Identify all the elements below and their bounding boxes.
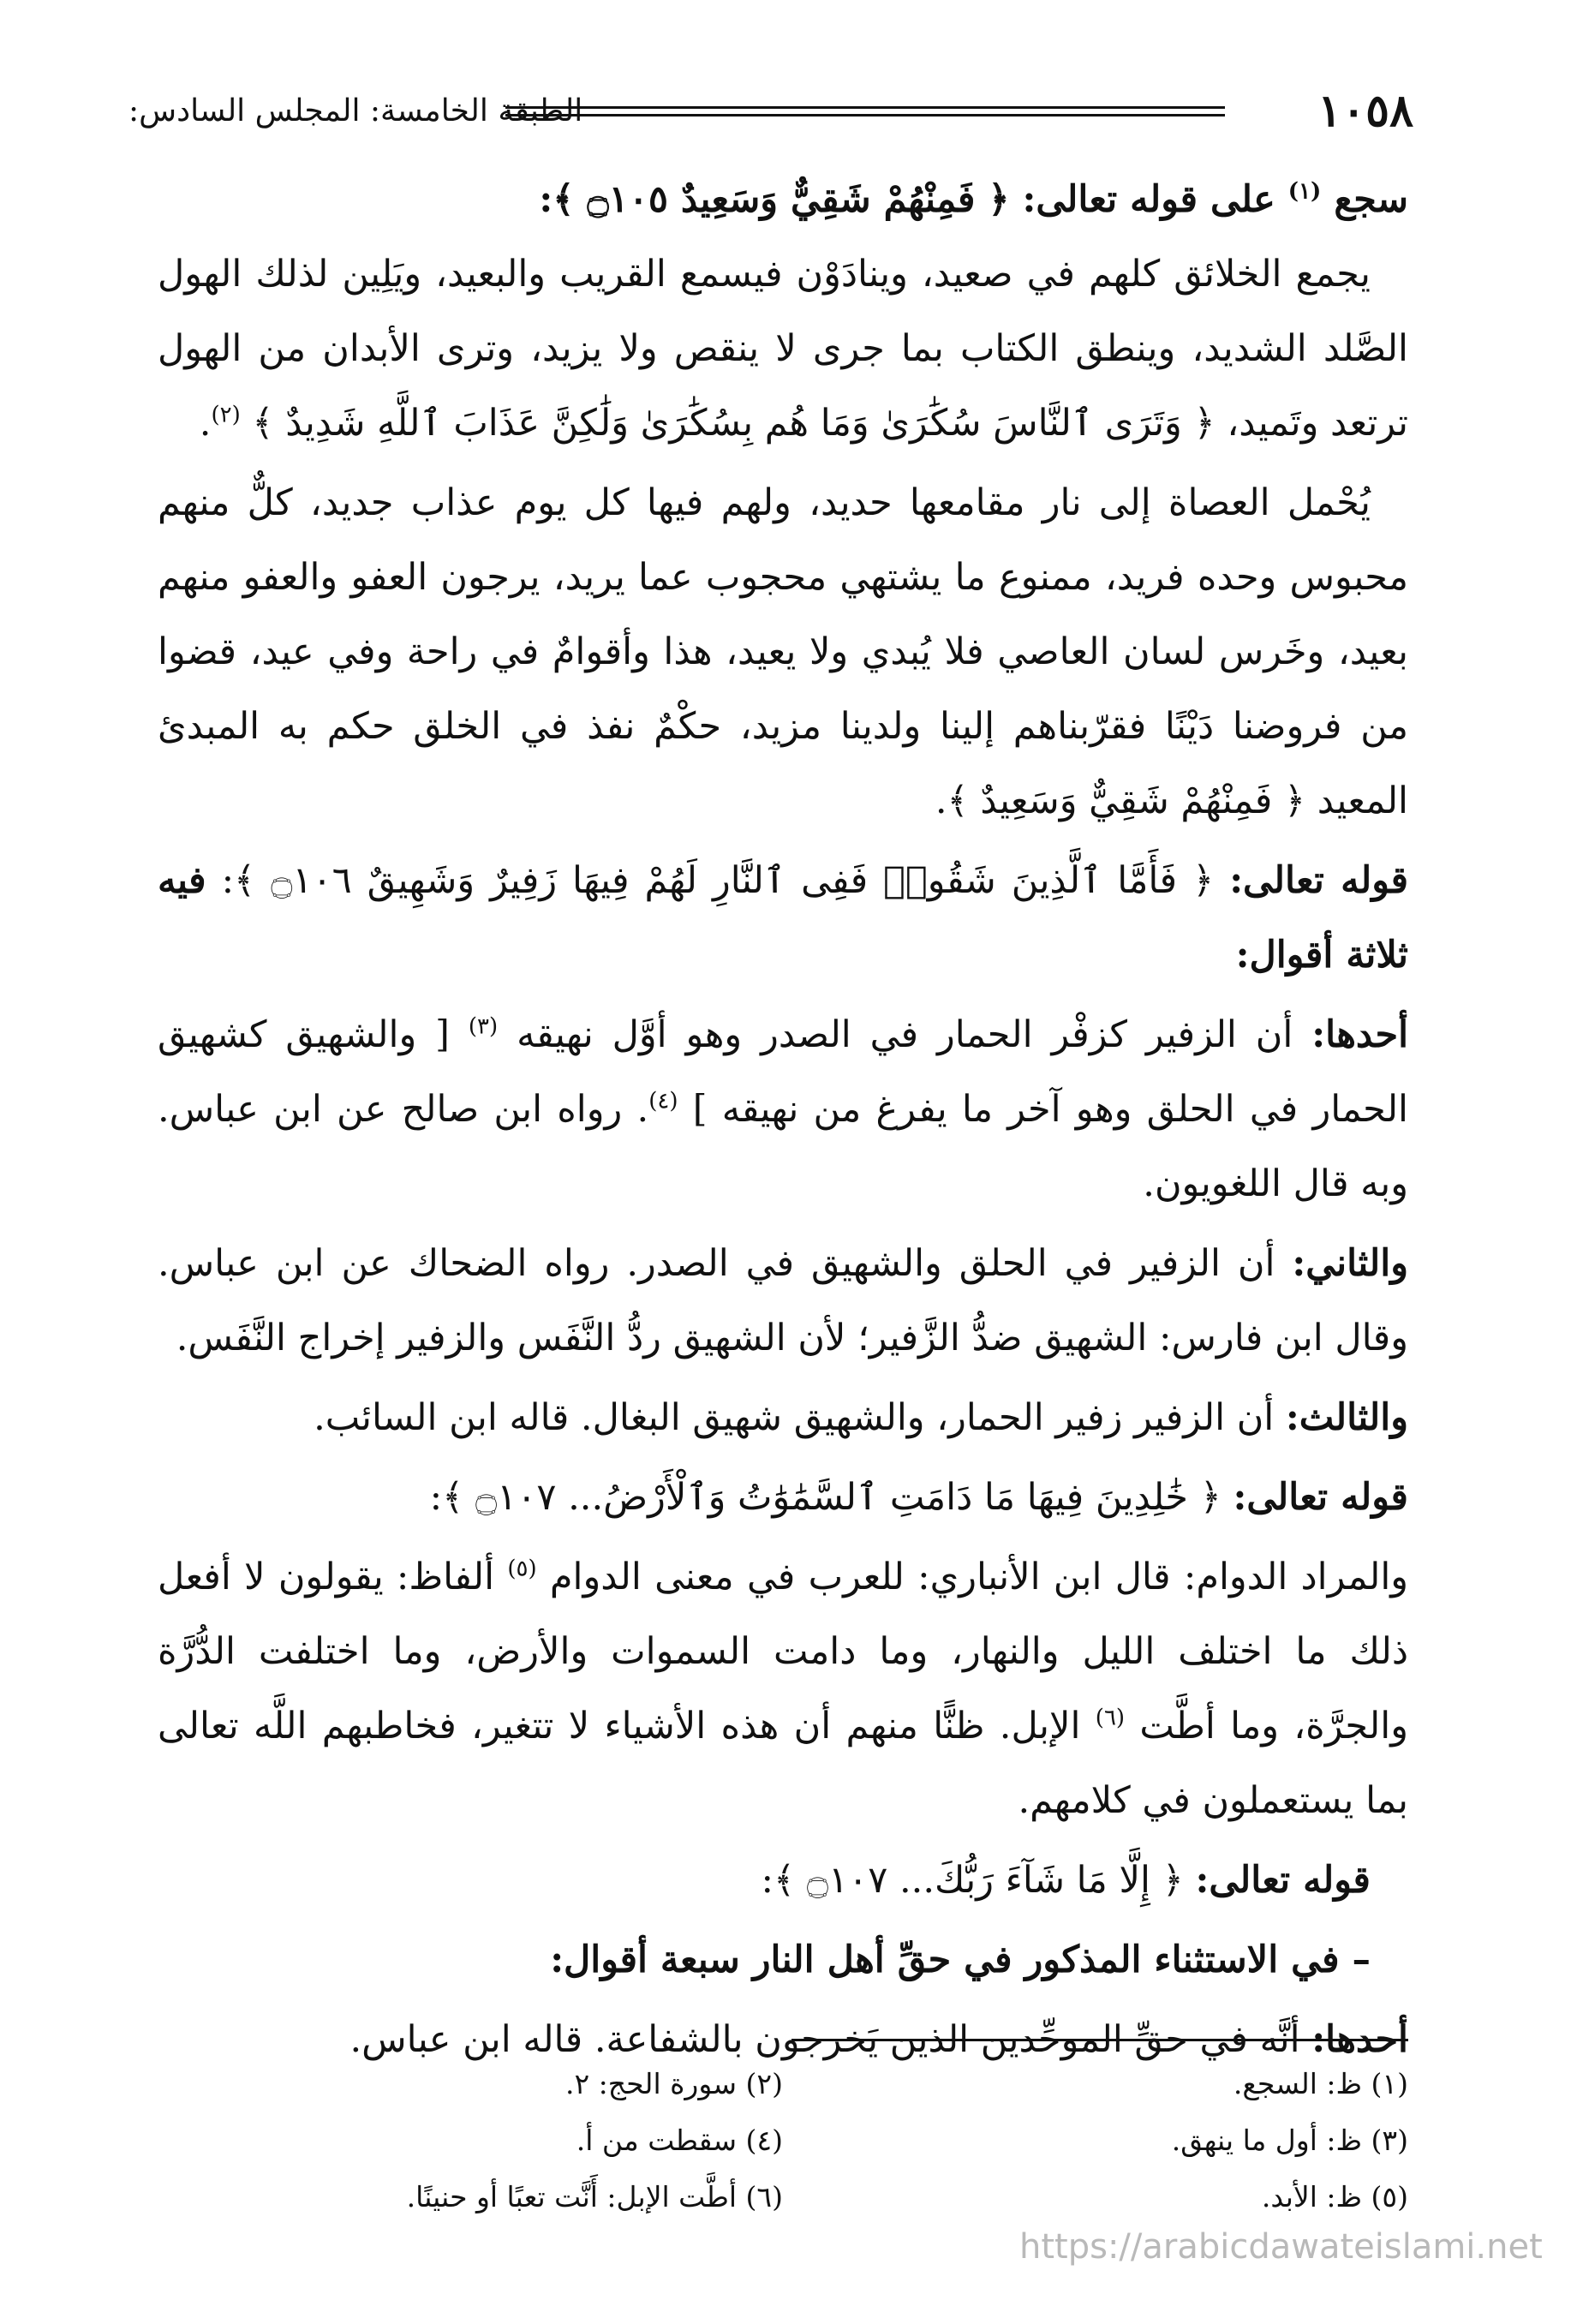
heading-prefix: سجع: [1334, 178, 1408, 221]
paragraph-text: أن الزفير في الحلق والشهيق في الصدر. رواه الضحاك عن ابن عباس. وقال ابن فارس: الشهيق ضدُّ الزَّفير؛ لأن الشهيق ردُّ النَّفَس والزفير إخراج النَّفَس.: [158, 1242, 1408, 1359]
verse-text: ﴿ فَأَمَّا ٱلَّذِينَ شَقُوا۟ فَفِى ٱلنَّارِ لَهُمْ فِيهَا زَفِيرٌ وَشَهِيقٌ ۝١٠٦ ﴾:: [221, 859, 1215, 902]
paragraph: [158, 1227, 1408, 1376]
verse-heading: [158, 1461, 1408, 1535]
footnote-ref: (٢): [211, 402, 241, 428]
footnote: (٣) ظ: أول ما ينهق.: [1171, 2124, 1408, 2157]
paragraph: [158, 1381, 1408, 1455]
paragraph-lead: أحدها:: [1311, 1013, 1409, 1056]
footnote: (١) ظ: السجع.: [1233, 2067, 1408, 2100]
paragraph-text: والمراد الدوام: قال ابن الأنباري: للعرب في معنى الدوام: [549, 1556, 1409, 1598]
running-header: [128, 86, 1413, 137]
verse-heading: [158, 844, 1408, 993]
verse-lead: قوله تعالى:: [1233, 1476, 1408, 1519]
footnote-ref: (٥): [507, 1556, 537, 1582]
verse-text: ﴿ إِلَّا مَا شَآءَ رَبُّكَ... ۝١٠٧ ﴾:: [761, 1859, 1184, 1902]
paragraph: [158, 998, 1408, 1222]
verse-tail: فيه ثلاثة أقوال:: [158, 859, 1408, 977]
header-double-rule: [505, 106, 1225, 116]
footnote-ref: (١): [1287, 178, 1322, 205]
footnote: (٤) سقطت من أ.: [576, 2124, 783, 2157]
header-title: الطبقة الخامسة: المجلس السادس:: [128, 93, 583, 128]
watermark-url: https://arabicdawateislami.net: [1019, 2227, 1543, 2267]
paragraph-lead: والثالث:: [1285, 1396, 1408, 1439]
footnote: (٥) ظ: الأبد.: [1261, 2180, 1408, 2213]
footnote-row: [158, 2056, 1408, 2112]
footnote-separator: [791, 2039, 1408, 2041]
verse-lead: قوله تعالى:: [1195, 1859, 1371, 1902]
paragraph-text: [ والشهيق كشهيق الحمار في الحلق وهو آخر ما يفرغ من نهيقه ]: [158, 1013, 1408, 1131]
paragraph-lead: أحدها:: [1311, 2018, 1408, 2061]
footnote-ref: (٤): [648, 1088, 678, 1114]
verse-lead: قوله تعالى:: [1229, 859, 1409, 902]
main-text: [158, 163, 1408, 2082]
paragraph-text: أن الزفير زفير الحمار، والشهيق شهيق البغال. قاله ابن السائب.: [314, 1396, 1275, 1439]
paragraph-text: أنَّه في حقِّ الموحِّدين الذين يَخرجون بالشفاعة. قاله ابن عباس.: [349, 2018, 1300, 2061]
heading-text: على قوله تعالى: ﴿ فَمِنْهُمْ شَقِيٌّ وَسَعِيدٌ ۝١٠٥ ﴾:: [539, 178, 1275, 221]
paragraph: [158, 466, 1408, 839]
page-number: ١٠٥٨: [1317, 85, 1413, 137]
footnote-row: [158, 2169, 1408, 2225]
verse-heading: [158, 1843, 1408, 1918]
footnote: (٦) أطَّت الإبل: أَنَّت تعبًا أو حنينًا.: [406, 2180, 783, 2213]
footnote: (٢) سورة الحج: ٢.: [564, 2067, 783, 2100]
paragraph-end: .: [199, 402, 212, 445]
paragraph-text: . رواه ابن صالح عن ابن عباس. وبه قال اللغويون.: [158, 1088, 1408, 1205]
footnote-ref: (٦): [1095, 1705, 1126, 1731]
paragraph-text: الإبل. ظنًّا منهم أن هذه الأشياء لا تتغير، فخاطبهم اللَّه تعالى بما يستعملون في كلامهم.: [158, 1705, 1408, 1822]
footnote-row: [158, 2112, 1408, 2169]
paragraph: [158, 1540, 1408, 1838]
paragraph-text: يجمع الخلائق كلهم في صعيد، وينادَوْن فيسمع القريب والبعيد، ويَلِين لذلك الهول الصَّلد الشديد، وينطق الكتاب بما جرى لا ينقص ولا يزيد، وترى الأبدان من الهول ترتعد وتَميد، ﴿ وَتَرَى ٱلنَّاسَ سُكَٰرَىٰ وَمَا هُم بِسُكَٰرَىٰ وَلَٰكِنَّ عَذَابَ ٱللَّهِ شَدِيدٌ ﴾: [158, 253, 1408, 445]
section-heading: [158, 163, 1408, 237]
subheading: – في الاستثناء المذكور في حقِّ أهل النار سبعة أقوال:: [550, 1939, 1371, 1981]
paragraph-text: ألفاظ: يقولون لا أفعل ذلك ما اختلف الليل والنهار، وما دامت السموات والأرض، وما اختلفت الدُّرَّة والجرَّة، وما أطَّت: [158, 1556, 1408, 1747]
paragraph-text: أن الزفير كزفْر الحمار في الصدر وهو أوَّل نهيقه: [517, 1013, 1293, 1056]
verse-text: ﴿ خَٰلِدِينَ فِيهَا مَا دَامَتِ ٱلسَّمَٰوَٰتُ وَٱلْأَرْضُ... ۝١٠٧ ﴾:: [429, 1476, 1222, 1519]
footnote-ref: (٣): [468, 1013, 499, 1040]
paragraph-text: يُحْمل العصاة إلى نار مقامعها حديد، ولهم فيها كل يوم عذاب جديد، كلٌّ منهم محبوس وحده فريد، ممنوع ما يشتهي محجوب عما يريد، يرجون العفو والعفو منهم بعيد، وخَرس لسان العاصي فلا يُبدي ولا يعيد، هذا وأقوامٌ في راحة وفي عيد، قضوا من فروضنا دَيْنًا فقرّبناهم إلينا ولدينا مزيد، حكْمٌ نفذ في الخلق حكم به المبدئ المعيد ﴿ فَمِنْهُمْ شَقِيٌّ وَسَعِيدٌ ﴾.: [158, 481, 1408, 822]
paragraph-lead: والثاني:: [1292, 1242, 1408, 1285]
footnotes: [158, 2056, 1408, 2225]
paragraph: [158, 237, 1408, 461]
